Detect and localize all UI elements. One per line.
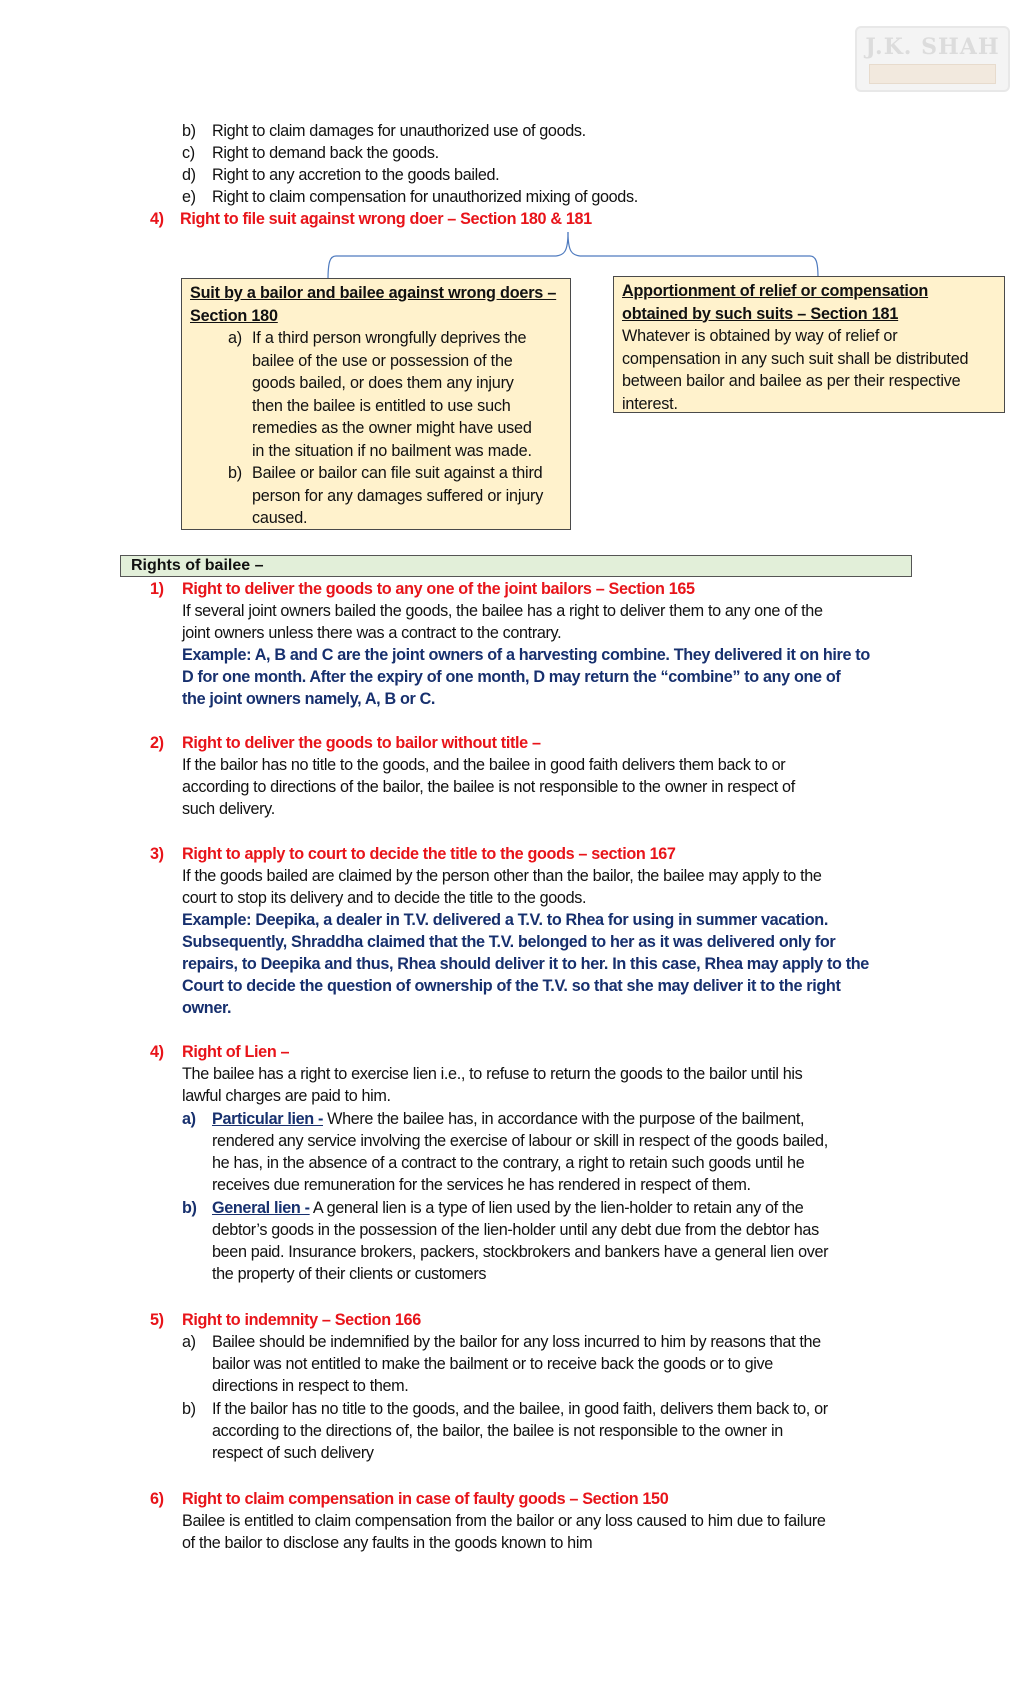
body-text: directions in respect to them. bbox=[212, 1377, 409, 1395]
rights-of-bailee-bar: Rights of bailee – bbox=[120, 555, 912, 577]
body-text: of the bailor to disclose any faults in the goods known to him bbox=[182, 1534, 593, 1552]
right-heading-6: 6) Right to claim compensation in case of faulty goods – Section 150 bbox=[150, 1490, 669, 1508]
body-text: respect of such delivery bbox=[212, 1444, 374, 1462]
right-heading-2: 2) Right to deliver the goods to bailor without title – bbox=[150, 734, 541, 752]
right-heading-3: 3) Right to apply to court to decide the title to the goods – section 167 bbox=[150, 845, 676, 863]
body-text: court to stop its delivery and to decide the title to the goods. bbox=[182, 889, 587, 907]
example-text: repairs, to Deepika and thus, Rhea should deliver it to her. In this case, Rhea may apply to the bbox=[182, 955, 869, 973]
indemnity-item-a: a) Bailee should be indemnified by the bailor for any loss incurred to him by reasons that the bbox=[182, 1333, 821, 1351]
body-text: debtor’s goods in the possession of the lien-holder until any debt due from the debtor has bbox=[212, 1221, 819, 1239]
section-heading: 4) Right to file suit against wrong doer – Section 180 & 181 bbox=[150, 210, 592, 228]
body-text: bailor was not entitled to make the bailment or to receive back the goods or to give bbox=[212, 1355, 773, 1373]
example-text: Example: A, B and C are the joint owners of a harvesting combine. They delivered it on hire to bbox=[182, 646, 870, 664]
right-heading-4: 4) Right of Lien – bbox=[150, 1043, 290, 1061]
term-particular-lien: Particular lien - bbox=[212, 1110, 323, 1128]
body-text: If several joint owners bailed the goods, the bailee has a right to deliver them to any one of the bbox=[182, 602, 823, 620]
list-item: c) Right to demand back the goods. bbox=[182, 144, 439, 162]
logo-text: J.K. SHAH bbox=[865, 34, 1000, 60]
body-text: The bailee has a right to exercise lien i.e., to refuse to return the goods to the bailor until his bbox=[182, 1065, 803, 1083]
body-text: been paid. Insurance brokers, packers, stockbrokers and bankers have a general lien over bbox=[212, 1243, 829, 1261]
list-item: b) Right to claim damages for unauthorized use of goods. bbox=[182, 122, 586, 140]
particular-lien-item: a) Particular lien - Where the bailee has, in accordance with the purpose of the bailment, bbox=[182, 1110, 805, 1128]
body-text: receives due remuneration for the services he has rendered in respect of them. bbox=[212, 1176, 751, 1194]
list-item: b) Bailee or bailor can file suit against a third person for any damages suffered or injury caused. bbox=[228, 464, 544, 527]
body-text: according to the directions of, the bailor, the bailee is not responsible to the owner in bbox=[212, 1422, 783, 1440]
right-heading-1: 1) Right to deliver the goods to any one of the joint bailors – Section 165 bbox=[150, 580, 695, 598]
body-text: according to directions of the bailor, the bailee is not responsible to the owner in respect of bbox=[182, 778, 795, 796]
body-text: rendered any service involving the exercise of labour or skill in respect of the goods bailed, bbox=[212, 1132, 828, 1150]
list-item: a) If a third person wrongfully deprives the bailee of the use or possession of the goods bailed, or does them any injury then the bailee is entitled to use such remedies as the owner might have used in the situation if no bailment was made. bbox=[228, 329, 532, 460]
example-text: Court to decide the question of ownership of the T.V. so that she may deliver it to the right bbox=[182, 977, 841, 995]
section-180-box: Suit by a bailor and bailee against wrong doers – Section 180 a) If a third person wrongfully deprives the bailee of the use or possession of the goods bailed, or does them any injury then the bailee is entitled to use such remedies as the owner might have used in the situation if no bailment was made. b) Bailee or bailor can file suit against a third person for any damages suffered or injury caused. bbox=[181, 278, 571, 530]
body-text: Bailee is entitled to claim compensation from the bailor or any loss caused to him due to failure bbox=[182, 1512, 826, 1530]
body-text: lawful charges are paid to him. bbox=[182, 1087, 391, 1105]
section-181-box: Apportionment of relief or compensation obtained by such suits – Section 181 Whatever is obtained by way of relief or compensation in any such suit shall be distributed between bailor and bailee as per their respective interest. bbox=[613, 276, 1005, 413]
example-text: Subsequently, Shraddha claimed that the T.V. belonged to her as it was delivered only for bbox=[182, 933, 836, 951]
body-text: joint owners unless there was a contract to the contrary. bbox=[182, 624, 562, 642]
general-lien-item: b) General lien - A general lien is a type of lien used by the lien-holder to retain any of the bbox=[182, 1199, 804, 1217]
brace-connector-icon bbox=[0, 0, 1024, 290]
body-text: If the bailor has no title to the goods, and the bailee in good faith delivers them back to or bbox=[182, 756, 786, 774]
body-text: the property of their clients or customers bbox=[212, 1265, 487, 1283]
body-text: he has, in the absence of a contract to the contrary, a right to retain such goods until he bbox=[212, 1154, 805, 1172]
list-item: e) Right to claim compensation for unauthorized mixing of goods. bbox=[182, 188, 638, 206]
right-heading-5: 5) Right to indemnity – Section 166 bbox=[150, 1311, 421, 1329]
term-general-lien: General lien - bbox=[212, 1199, 310, 1217]
example-text: owner. bbox=[182, 999, 232, 1017]
example-text: Example: Deepika, a dealer in T.V. delivered a T.V. to Rhea for using in summer vacation. bbox=[182, 911, 828, 929]
indemnity-item-b: b) If the bailor has no title to the goods, and the bailee, in good faith, delivers them back to, or bbox=[182, 1400, 828, 1418]
body-text: If the goods bailed are claimed by the person other than the bailor, the bailee may apply to the bbox=[182, 867, 822, 885]
example-text: the joint owners namely, A, B or C. bbox=[182, 690, 436, 708]
body-text: such delivery. bbox=[182, 800, 275, 818]
example-text: D for one month. After the expiry of one month, D may return the “combine” to any one of bbox=[182, 668, 841, 686]
list-item: d) Right to any accretion to the goods bailed. bbox=[182, 166, 500, 184]
